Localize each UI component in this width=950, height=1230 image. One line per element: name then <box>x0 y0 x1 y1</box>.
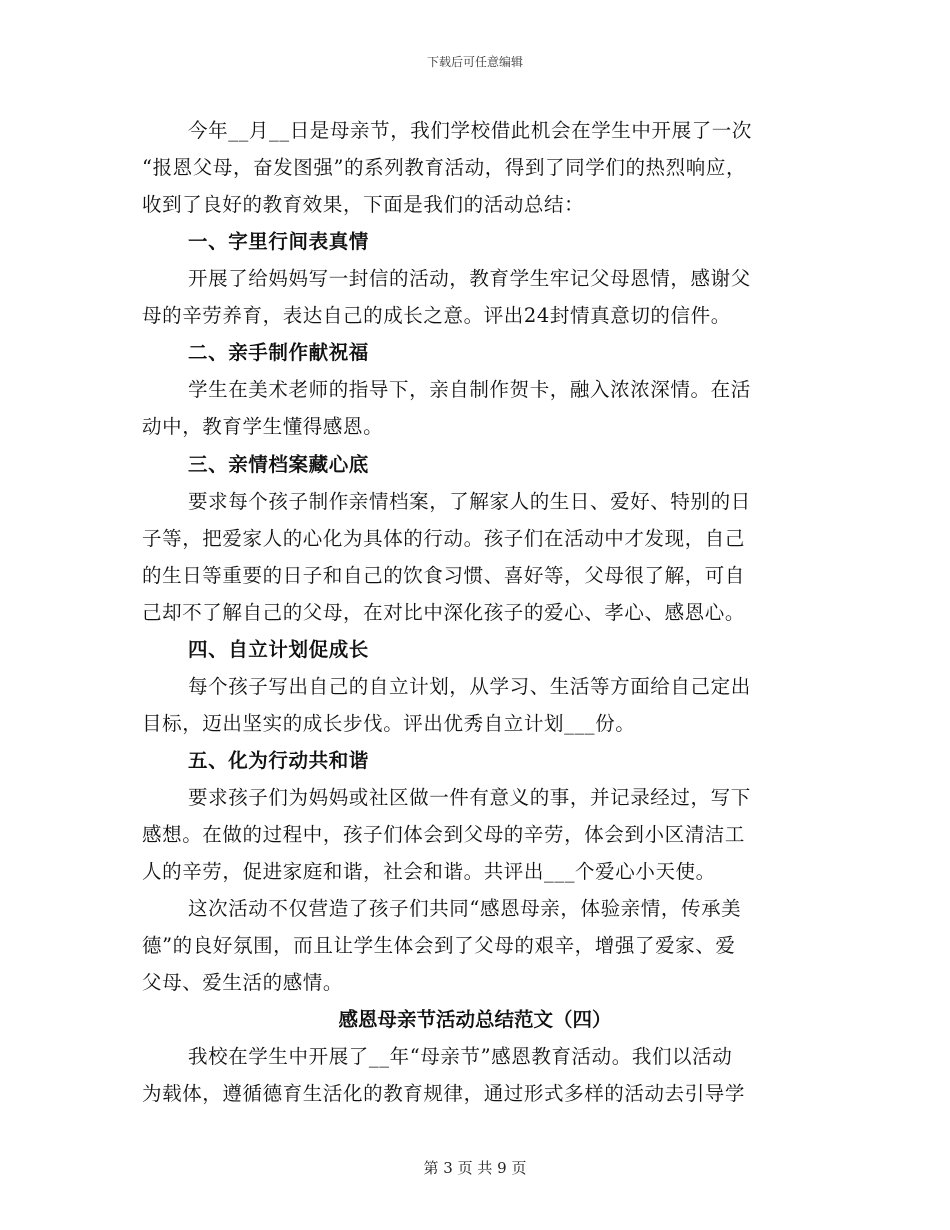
section-heading: 一、字里行间表真情 <box>188 230 369 253</box>
paragraph-line: “报恩父母，奋发图强”的系列教育活动，得到了同学们的热烈响应， <box>142 156 747 179</box>
section-heading: 五、化为行动共和谐 <box>188 749 369 772</box>
paragraph-line: 开展了给妈妈写一封信的活动，教育学生牢记父母恩情，感谢父 <box>188 267 751 290</box>
page-footer: 第 3 页 共 9 页 <box>423 1159 527 1177</box>
paragraph-line: 今年__月__日是母亲节，我们学校借此机会在学生中开展了一次 <box>188 119 753 142</box>
document-title: 感恩母亲节活动总结范文（四） <box>338 1008 612 1031</box>
paragraph-line: 德”的良好氛围，而且让学生体会到了父母的艰辛，增强了爱家、爱 <box>142 934 736 957</box>
paragraph-line: 这次活动不仅营造了孩子们共同“感恩母亲，体验亲情，传承美 <box>188 897 742 920</box>
paragraph-line: 子等，把爱家人的心化为具体的行动。孩子们在活动中才发现，自己 <box>142 527 746 550</box>
paragraph-line: 父母、爱生活的感情。 <box>142 971 344 994</box>
paragraph-line: 要求孩子们为妈妈或社区做一件有意义的事，并记录经过，写下 <box>188 786 751 809</box>
paragraph-line: 我校在学生中开展了__年“母亲节”感恩教育活动。我们以活动 <box>188 1045 733 1068</box>
section-heading: 二、亲手制作献祝福 <box>188 341 369 364</box>
section-heading: 四、自立计划促成长 <box>188 638 369 661</box>
paragraph-line: 每个孩子写出自己的自立计划，从学习、生活等方面给自己定出 <box>188 675 751 698</box>
paragraph-line: 收到了良好的教育效果，下面是我们的活动总结： <box>142 193 585 216</box>
paragraph-line: 感想。在做的过程中，孩子们体会到父母的辛劳，体会到小区清洁工 <box>142 823 746 846</box>
paragraph-line: 人的辛劳，促进家庭和谐，社会和谐。共评出___个爱心小天使。 <box>142 860 716 883</box>
paragraph-line: 动中，教育学生懂得感恩。 <box>142 415 384 438</box>
section-heading: 三、亲情档案藏心底 <box>188 453 369 476</box>
paragraph-line: 的生日等重要的日子和自己的饮食习惯、喜好等，父母很了解，可自 <box>142 564 746 587</box>
paragraph-line: 要求每个孩子制作亲情档案，了解家人的生日、爱好、特别的日 <box>188 490 751 513</box>
paragraph-line: 己却不了解自己的父母，在对比中深化孩子的爱心、孝心、感恩心。 <box>142 601 746 624</box>
paragraph-line: 目标，迈出坚实的成长步伐。评出优秀自立计划___份。 <box>142 712 636 735</box>
paragraph-line: 为载体，遵循德育生活化的教育规律，通过形式多样的活动去引导学 <box>142 1082 746 1105</box>
page-header: 下载后可任意编辑 <box>426 55 523 69</box>
paragraph-line: 母的辛劳养育，表达自己的成长之意。评出24封情真意切的信件。 <box>142 304 731 327</box>
paragraph-line: 学生在美术老师的指导下，亲自制作贺卡，融入浓浓深情。在活 <box>188 378 751 401</box>
